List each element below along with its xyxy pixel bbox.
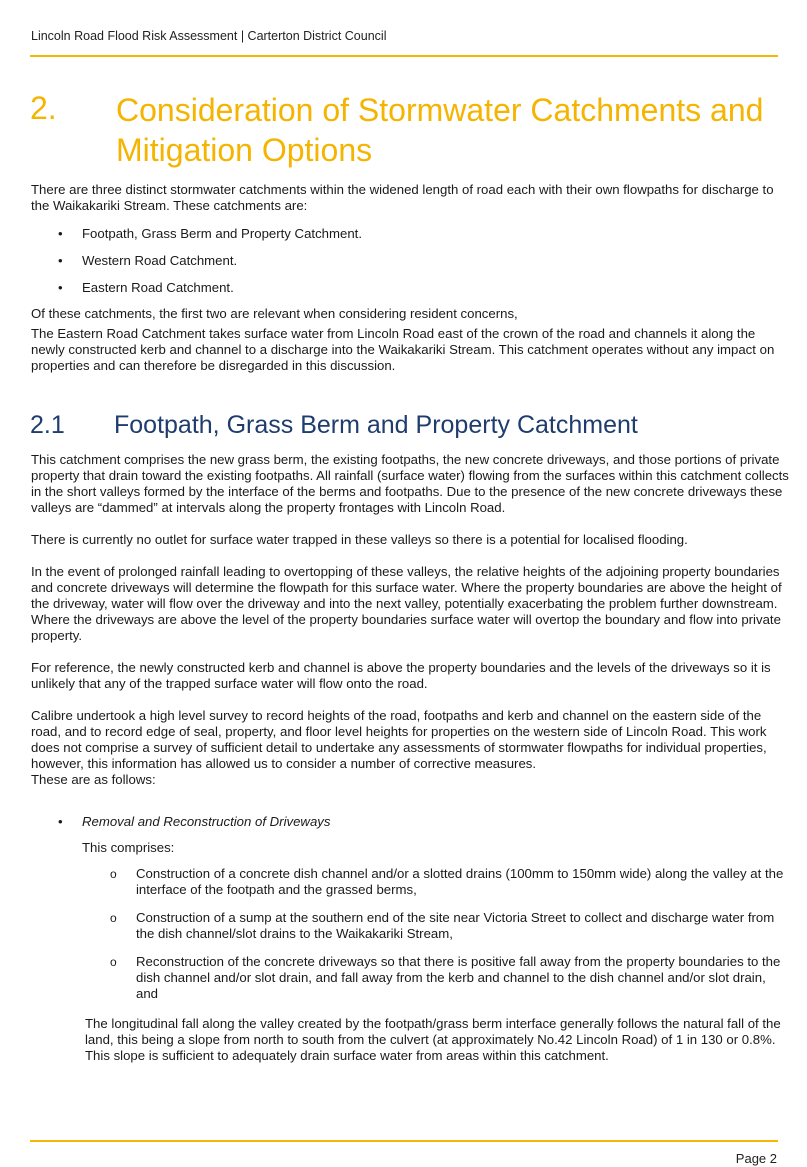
measure-title: Removal and Reconstruction of Driveways (82, 814, 331, 829)
sub-bullet: o (110, 867, 117, 881)
bullet-item: Western Road Catchment. (82, 253, 238, 268)
paragraph: There is currently no outlet for surface water trapped in these valleys so there is a potential for localised flooding. (31, 532, 688, 547)
running-header: Lincoln Road Flood Risk Assessment | Carterton District Council (31, 29, 387, 43)
paragraph: Of these catchments, the first two are relevant when considering resident concerns, (31, 306, 518, 321)
paragraph: These are as follows: (31, 772, 156, 787)
bullet-dot: • (58, 280, 63, 295)
paragraph: The Eastern Road Catchment takes surface water from Lincoln Road east of the crown of the road and channels it along the newly constructed kerb and channel to a discharge into the Waikakariki Stream. This catchment operates without any impact on properties and can therefore be disregarded in this discussion. (31, 326, 775, 373)
paragraph: Calibre undertook a high level survey to record heights of the road, footpaths and kerb and channel on the eastern side of the road, and to record edge of seal, property, and floor level heights for properties on the western side of Lincoln Road. This work does not comprise a survey of sufficient detail to undertake any assessments of stormwater flowpaths for individual properties, however, this information has allowed us to consider a number of corrective measures. (31, 708, 767, 771)
sub-bullet: o (110, 911, 117, 925)
page-number: Page 2 (735, 1151, 777, 1166)
section-title: Consideration of Stormwater Catchments and Mitigation Options (116, 92, 764, 168)
bullet-dot: • (58, 253, 63, 268)
measure-comprises: This comprises: (82, 840, 175, 855)
closing-paragraph: The longitudinal fall along the valley created by the footpath/grass berm interface generally follows the natural fall of the land, this being a slope from north to south from the culvert (at approximately No.42 Lincoln Road) of 1 in 130 or 0.8%. This slope is sufficient to adequately drain surface water from areas within this catchment. (85, 1016, 781, 1063)
sub-item: Reconstruction of the concrete driveways so that there is positive fall away from the property boundaries to the dish channel and/or slot drain, and fall away from the kerb and channel to the dish channel and/or slot drain, and (136, 954, 781, 1001)
bullet-dot: • (58, 226, 63, 241)
sub-item: Construction of a concrete dish channel and/or a slotted drains (100mm to 150mm wide) along the valley at the interface of the footpath and the grassed berms, (136, 866, 784, 897)
subsection-title: Footpath, Grass Berm and Property Catchment (114, 411, 638, 439)
paragraph: This catchment comprises the new grass berm, the existing footpaths, the new concrete driveways, and those portions of private property that drain toward the existing footpaths. All rainfall (surface water) flowing from the surfaces within this catchment collects in the short valleys formed by the interface of the berms and footpaths. Due to the presence of the new concrete driveways these valleys are “dammed” at intervals along the property frontages with Lincoln Road. (31, 452, 789, 515)
subsection-number: 2.1 (30, 411, 65, 439)
footer-rule (30, 1140, 778, 1142)
section-number: 2. (30, 90, 57, 126)
header-rule (30, 55, 778, 57)
intro-paragraph: There are three distinct stormwater catchments within the widened length of road each with their own flowpaths for discharge to the Waikakariki Stream. These catchments are: (31, 182, 774, 213)
sub-item: Construction of a sump at the southern end of the site near Victoria Street to collect and discharge water from the dish channel/slot drains to the Waikakariki Stream, (136, 910, 775, 941)
sub-bullet: o (110, 955, 117, 969)
bullet-dot: • (58, 814, 63, 829)
paragraph: In the event of prolonged rainfall leading to overtopping of these valleys, the relative heights of the adjoining property boundaries and concrete driveways will determine the flowpath for this surface water. Where the property boundaries are above the height of the driveway, water will flow over the driveway and into the next valley, potentially exacerbating the problem further downstream. Where the driveways are above the level of the property boundaries surface water will overtop the boundary and flow into private property. (31, 564, 782, 643)
paragraph: For reference, the newly constructed kerb and channel is above the property boundaries and the levels of the driveways so it is unlikely that any of the trapped surface water will flow onto the road. (31, 660, 771, 691)
bullet-item: Eastern Road Catchment. (82, 280, 234, 295)
bullet-item: Footpath, Grass Berm and Property Catchment. (82, 226, 362, 241)
